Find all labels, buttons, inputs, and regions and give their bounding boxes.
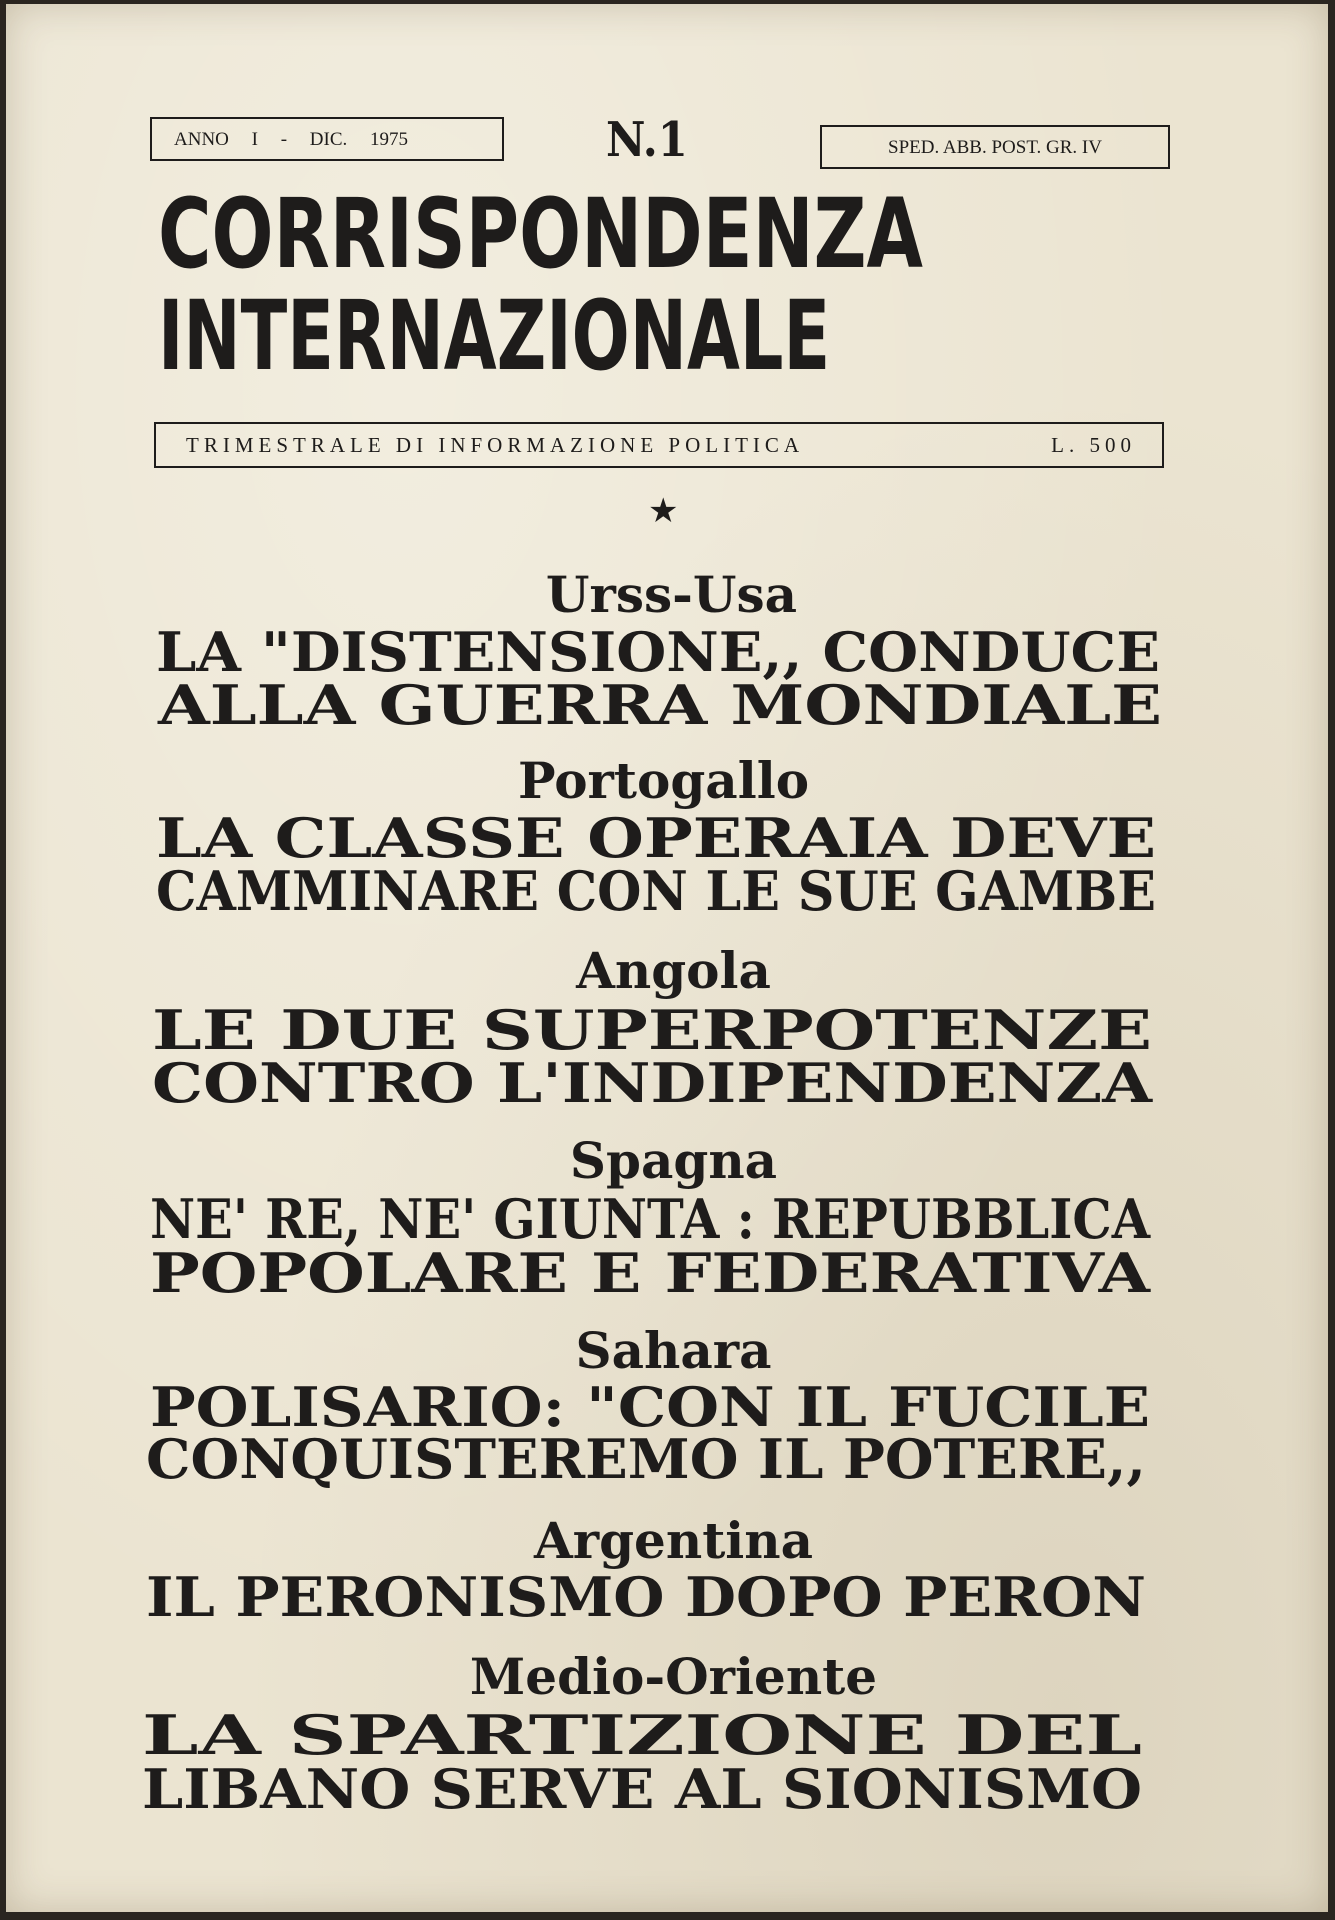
headline-text: POLISARIO: "CON IL FUCILE <box>150 1375 1151 1439</box>
headline-text: LIBANO SERVE AL SIONISMO <box>142 1757 1143 1821</box>
article-headline-line1 <box>152 998 1152 1062</box>
article-headline-line2 <box>150 1241 1150 1305</box>
magazine-cover <box>6 4 1328 1912</box>
headline-text: POPOLARE E FEDERATIVA <box>150 1241 1150 1305</box>
headline-text: LE DUE SUPERPOTENZE <box>152 998 1152 1062</box>
article-headline-line1 <box>150 1375 1151 1439</box>
article-headline-line1 <box>146 1565 1147 1629</box>
article-headline-line2 <box>146 1427 1146 1491</box>
headline-text: NE' RE, NE' GIUNTA : REPUBBLICA <box>150 1187 1151 1251</box>
article-headline-line1 <box>142 1703 1142 1767</box>
article-headline-line2 <box>156 859 1156 923</box>
postal-info-box: SPED. ABB. POST. GR. IV <box>820 125 1170 169</box>
article-kicker: Medio-Oriente <box>469 1647 878 1706</box>
article-headline-line1 <box>156 806 1157 870</box>
masthead-line-1: CORRISPONDENZA <box>158 178 924 290</box>
headline-text: LA CLASSE OPERAIA DEVE <box>156 806 1157 870</box>
issue-number: N.1 <box>606 112 688 168</box>
article-headline-line2 <box>152 1051 1153 1115</box>
article-kicker: Angola <box>576 941 771 1000</box>
article-headline-line1 <box>150 1187 1151 1251</box>
article-kicker: Sahara <box>575 1321 772 1380</box>
headline-text: LA SPARTIZIONE DEL <box>142 1703 1142 1767</box>
subtitle-box <box>154 422 1164 468</box>
article-kicker: Argentina <box>533 1511 814 1570</box>
headline-text: CAMMINARE CON LE SUE GAMBE <box>156 859 1156 923</box>
star-icon: ★ <box>648 491 679 531</box>
article-kicker: Urss-Usa <box>545 565 798 624</box>
headline-text: CONQUISTEREMO IL POTERE,, <box>146 1427 1146 1491</box>
masthead-line-2: INTERNAZIONALE <box>158 280 831 392</box>
headline-text: IL PERONISMO DOPO PERON <box>146 1565 1147 1629</box>
article-headline-line1 <box>156 620 1161 684</box>
article-headline-line2 <box>158 673 1163 737</box>
article-kicker: Portogallo <box>517 751 810 810</box>
article-kicker: Spagna <box>569 1131 778 1190</box>
issue-date-box: ANNO I - DIC. 1975 <box>150 117 504 161</box>
subtitle-text: TRIMESTRALE DI INFORMAZIONE POLITICA <box>186 432 805 457</box>
article-headline-line2 <box>142 1757 1143 1821</box>
headline-text: CONTRO L'INDIPENDENZA <box>152 1051 1153 1115</box>
headline-text: ALLA GUERRA MONDIALE <box>158 673 1163 737</box>
headline-text: LA "DISTENSIONE,, CONDUCE <box>156 620 1161 684</box>
price-text: L. 500 <box>1051 432 1136 457</box>
